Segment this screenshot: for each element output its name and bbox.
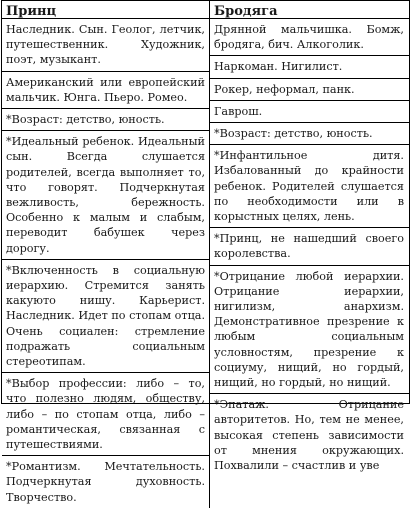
table-cell: *Возраст: детство, юность. xyxy=(210,123,409,145)
table-cell: *Включенность в социальную иерархию. Стремится занять какуюто нишу. Карьерист. Наследник. Идет по стопам отца. Очень социален: стремление подражать социальным стереотипам. xyxy=(2,260,209,373)
table-cell: *Принц, не нашедший своего королевства. xyxy=(210,228,409,265)
table-cell: *Возраст: детство, юность. xyxy=(2,109,209,131)
table-cell: Наследник. Сын. Геолог, летчик, путешественник. Художник, поэт, музыкант. xyxy=(2,19,209,72)
column-tramp xyxy=(210,1,409,508)
comparison-table xyxy=(1,0,410,504)
table-cell: Рокер, неформал, панк. xyxy=(210,79,409,101)
table-cell: Американский или европейский мальчик. Юнга. Пьеро. Ромео. xyxy=(2,72,209,109)
column-prince xyxy=(2,1,210,508)
column-header-prince: Принц xyxy=(2,1,209,19)
table-cell: Наркоман. Нигилист. xyxy=(210,56,409,78)
table-cell: *Выбор профессии: либо – то, что полезно людям, обществу, либо – по стопам отца, либо – романтическая, связанная с путешествиями. xyxy=(2,373,209,456)
table-cell: Гаврош. xyxy=(210,101,409,123)
column-header-tramp: Бродяга xyxy=(210,1,409,19)
table-cell: *Эпатаж. Отрицание авторитетов. Но, тем не менее, высокая степень зависимости от мнения окружающих. Похвалили – счастлив и уве xyxy=(214,398,404,473)
table-cell: *Романтизм. Мечтательность. Подчеркнутая духовность. Творчество. xyxy=(6,460,205,504)
table-cell: *Инфантильное дитя. Избалованный до крайности ребенок. Родителей слушается по необходимости или в корыстных целях, лень. xyxy=(210,145,409,228)
table-cell: *Отрицание любой иерархии. Отрицание иерархии, нигилизм, анархизм. Демонстративное презрение к любым социальным условностям, презрение к социуму, нищий, но гордый, нищий, но гордый, но нищий. xyxy=(210,266,409,395)
table-cell: *Идеальный ребенок. Идеальный сын. Всегда слушается родителей, всегда выполняет то, что говорят. Подчеркнутая вежливость, бережность. Особенно к малым и слабым, переводит бабушек через дорогу. xyxy=(2,131,209,260)
table-cell: Дрянной мальчишка. Бомж, бродяга, бич. Алкоголик. xyxy=(210,19,409,56)
